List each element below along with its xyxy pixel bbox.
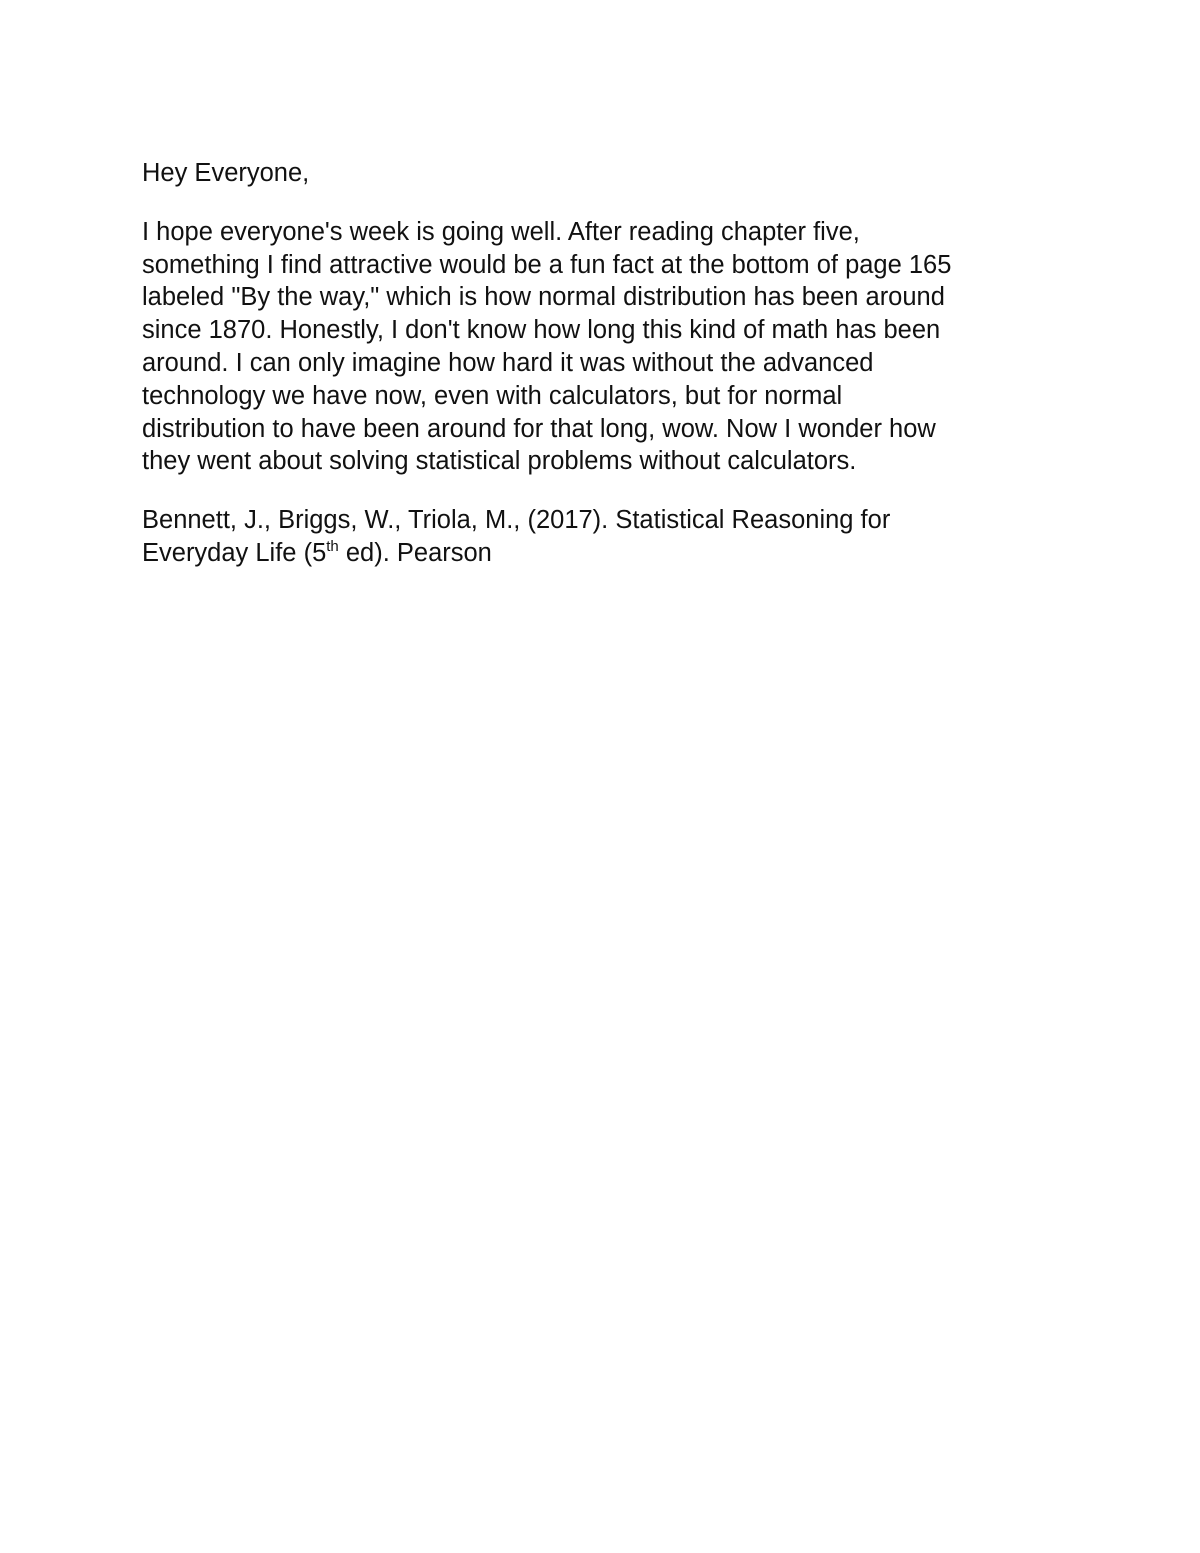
body-line: around. I can only imagine how hard it was without the advanced bbox=[142, 348, 874, 377]
citation-line-2 bbox=[142, 537, 1062, 570]
document-body bbox=[142, 157, 1062, 570]
body-line: since 1870. Honestly, I don't know how long this kind of math has been bbox=[142, 316, 941, 345]
citation bbox=[142, 504, 1062, 570]
body-line: labeled "By the way," which is how normal distribution has been around bbox=[142, 283, 945, 312]
body-paragraph bbox=[142, 216, 1062, 478]
edition-superscript: th bbox=[326, 537, 339, 555]
greeting: Hey Everyone, bbox=[142, 159, 310, 187]
citation-publisher: ed). Pearson bbox=[338, 538, 492, 567]
body-line: technology we have now, even with calculators, but for normal bbox=[142, 381, 843, 410]
body-line: distribution to have been around for that long, wow. Now I wonder how bbox=[142, 414, 936, 443]
body-line: something I find attractive would be a fun fact at the bottom of page 165 bbox=[142, 250, 952, 279]
body-line: I hope everyone's week is going well. After reading chapter five, bbox=[142, 217, 860, 246]
citation-title-end: Everyday Life (5 bbox=[142, 538, 327, 567]
citation-line-1: Bennett, J., Briggs, W., Triola, M., (2017). Statistical Reasoning for bbox=[142, 506, 891, 535]
body-line: they went about solving statistical problems without calculators. bbox=[142, 447, 857, 476]
